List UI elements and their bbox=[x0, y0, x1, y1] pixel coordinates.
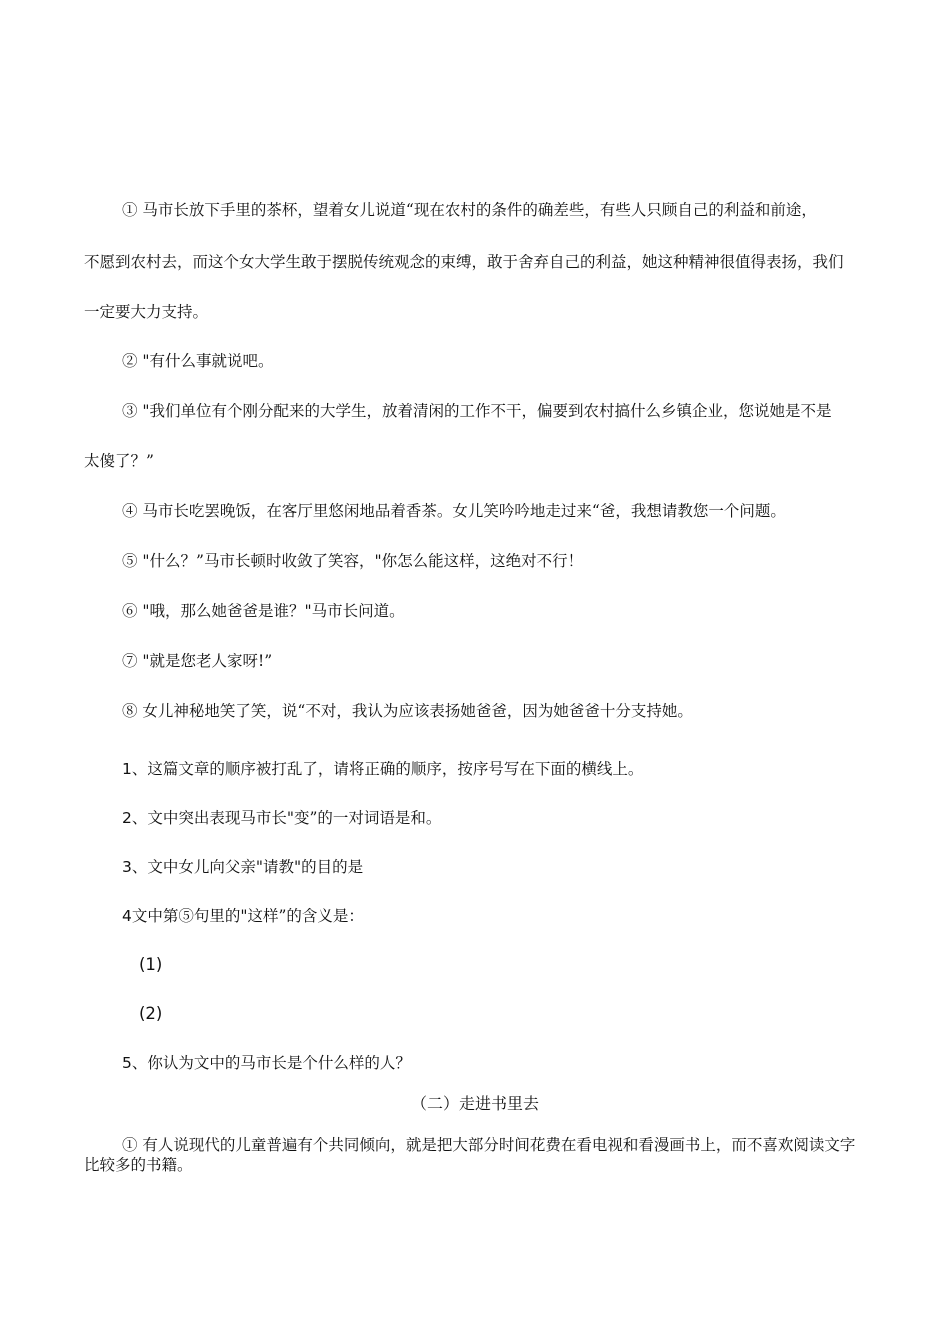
question-5-number: 5 bbox=[122, 1054, 132, 1072]
paragraph-7: ⑦ "就是您老人家呀!” bbox=[122, 652, 273, 670]
question-4-number: 4 bbox=[122, 907, 132, 925]
question-4-text: 文中第⑤句里的"这样”的含义是： bbox=[131, 907, 364, 925]
paragraph-1-line-3: 一定要大力支持。 bbox=[84, 303, 209, 321]
question-1-text: 、这篇文章的顺序被打乱了，请将正确的顺序，按序号写在下面的横线上。 bbox=[131, 760, 644, 778]
paragraph-1-line-2: 不愿到农村去，而这个女大学生敢于摆脱传统观念的束缚，敢于舍弃自己的利益，她这种精神很值得表扬，我们 bbox=[84, 253, 844, 271]
paragraph-3-line-2: 太傻了？” bbox=[84, 452, 154, 470]
question-4 bbox=[122, 906, 364, 926]
paragraph-3-line-1: ③ "我们单位有个刚分配来的大学生，放着清闲的工作不干，偏要到农村搞什么乡镇企业，您说她是不是 bbox=[122, 402, 832, 420]
question-2-number: 2 bbox=[122, 809, 132, 827]
paragraph-4: ④ 马市长吃罢晚饭，在客厅里悠闲地品着香茶。女儿笑吟吟地走过来“爸，我想请教您一个问题。 bbox=[122, 502, 786, 520]
question-4-subitem-2: (2) bbox=[139, 1004, 163, 1023]
question-5-text: 、你认为文中的马市长是个什么样的人？ bbox=[131, 1054, 411, 1072]
question-3-text: 、文中女儿向父亲"请教"的目的是 bbox=[131, 858, 364, 876]
section-2-paragraph-1: ① 有人说现代的儿童普遍有个共同倾向，就是把大部分时间花费在看电视和看漫画书上，而不喜欢阅读文字比较多的书籍。 bbox=[84, 1136, 856, 1174]
section-2-title: （二）走进书里去 bbox=[410, 1094, 539, 1113]
paragraph-6: ⑥ "哦，那么她爸爸是谁？"马市长问道。 bbox=[122, 602, 405, 620]
question-3 bbox=[122, 857, 363, 877]
question-1-number: 1 bbox=[122, 760, 132, 778]
question-2 bbox=[122, 808, 441, 828]
question-3-number: 3 bbox=[122, 858, 132, 876]
question-4-subitem-1: (1) bbox=[139, 955, 163, 974]
paragraph-5: ⑤ "什么？”马市长顿时收敛了笑容，"你怎么能这样，这绝对不行！ bbox=[122, 552, 584, 570]
question-1 bbox=[122, 759, 643, 779]
paragraph-2: ② "有什么事就说吧。 bbox=[122, 352, 274, 370]
paragraph-8: ⑧ 女儿神秘地笑了笑，说“不对，我认为应该表扬她爸爸，因为她爸爸十分支持她。 bbox=[122, 702, 693, 720]
paragraph-1-line-1: ① 马市长放下手里的茶杯，望着女儿说道“现在农村的条件的确差些，有些人只顾自己的利益和前途， bbox=[122, 201, 817, 219]
question-5 bbox=[122, 1053, 411, 1073]
question-2-text: 、文中突出表现马市长"变”的一对词语是和。 bbox=[131, 809, 442, 827]
